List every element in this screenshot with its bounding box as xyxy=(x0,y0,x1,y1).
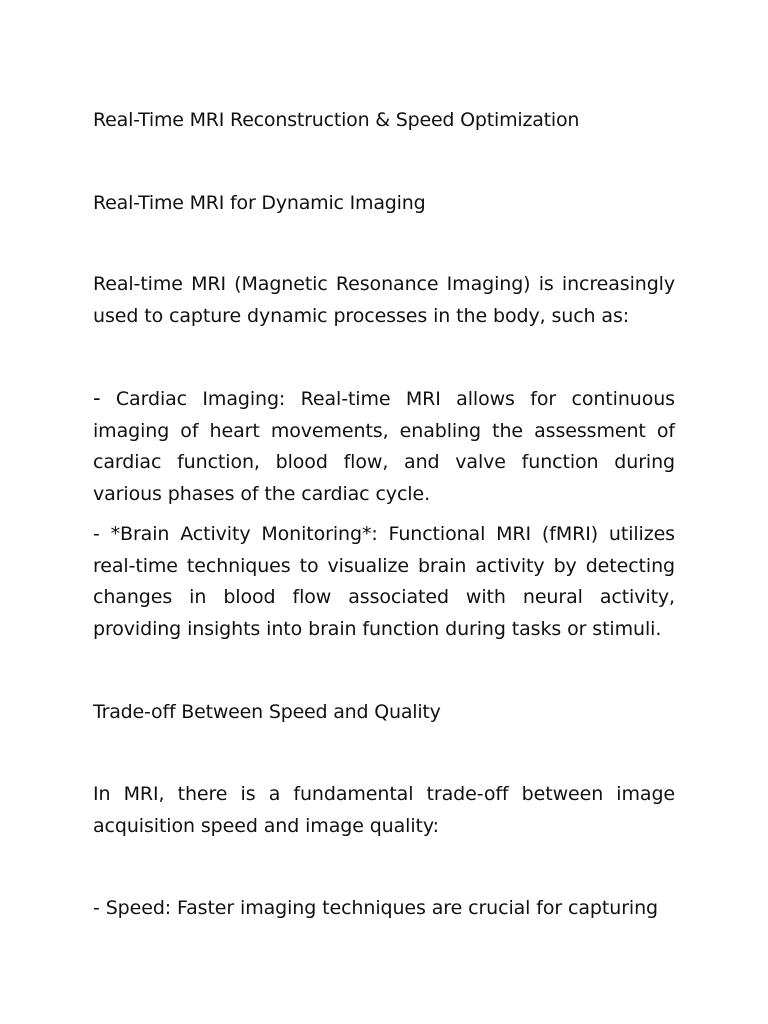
intro-paragraph: Real-time MRI (Magnetic Resonance Imaging) is increasingly used to capture dynamic processes in the body, such as: xyxy=(93,273,675,327)
section-heading-speed-quality: Trade-off Between Speed and Quality xyxy=(93,701,441,723)
section-heading-dynamic-imaging: Real-Time MRI for Dynamic Imaging xyxy=(93,192,426,214)
tradeoff-paragraph: In MRI, there is a fundamental trade-off between image acquisition speed and image quality: xyxy=(93,783,675,837)
bullet-term-speed: Speed xyxy=(105,897,165,919)
bullet-marker: - xyxy=(93,523,100,545)
bullet-marker: - xyxy=(93,386,101,410)
bullet-text-cardiac-imaging: : Real-time MRI allows for continuous imaging of heart movements, enabling the assessment of cardiac function, blood flow, and valve function during various phases of the cardiac cycle. xyxy=(93,388,675,505)
bullet-speed xyxy=(93,893,675,925)
document-title: Real-Time MRI Reconstruction & Speed Optimization xyxy=(93,109,580,131)
bullet-brain-activity xyxy=(93,519,675,645)
bullet-text-brain-activity: *Brain Activity Monitoring*: Functional MRI (fMRI) utilizes real-time techniques to visualize brain activity by detecting changes in blood flow associated with neural activity, providing insights into brain function during tasks or stimuli. xyxy=(93,523,675,640)
bullet-marker: - xyxy=(93,897,100,919)
bullet-cardiac-imaging xyxy=(93,383,675,510)
bullet-term-cardiac-imaging: Cardiac Imaging xyxy=(115,388,279,410)
bullet-text-speed: : Faster imaging techniques are crucial for capturing xyxy=(164,897,658,919)
